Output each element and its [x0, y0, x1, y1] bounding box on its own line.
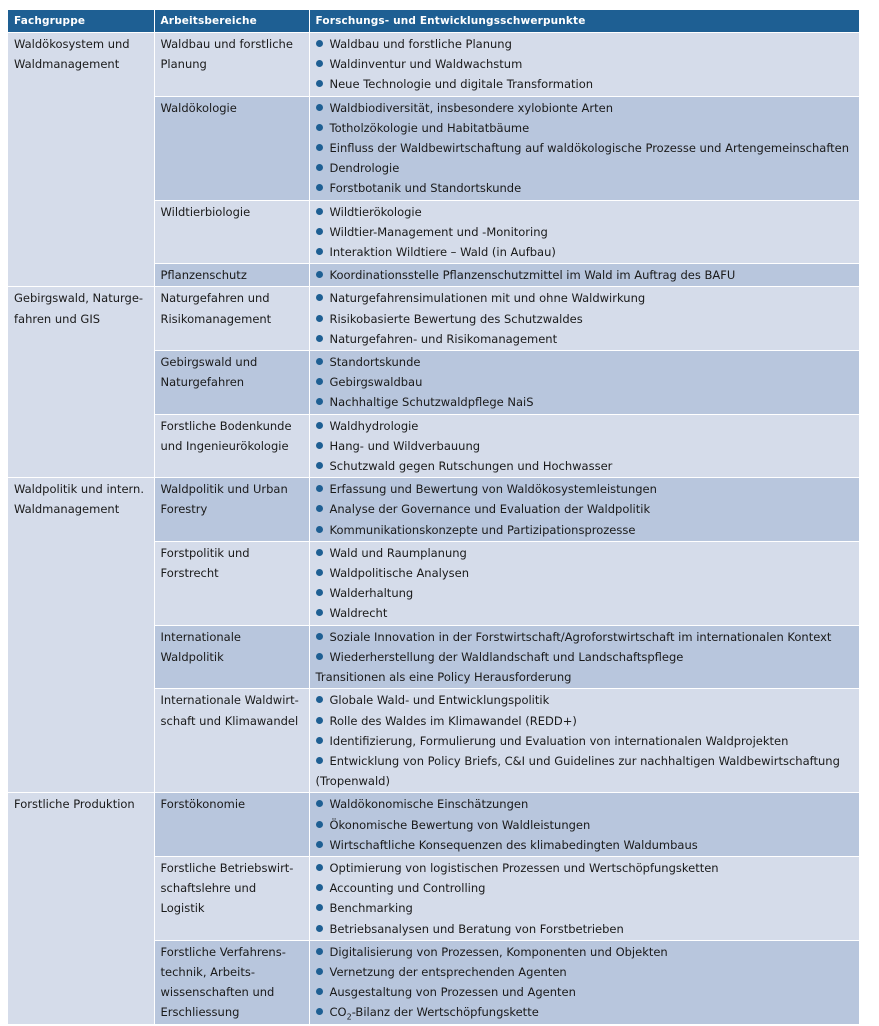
bullet-icon [316, 104, 323, 111]
list-item: Koordinationsstelle Pflanzenschutzmittel im Wald im Auftrag des BAFU [316, 265, 854, 285]
area-internationale-waldwirtschaft: Internationale Waldwirt- schaft und Klimawandel [154, 689, 309, 793]
bullet-icon [316, 526, 323, 533]
list-item: $CO_2$-Bilanz der Wertschöpfungskette [316, 1002, 854, 1022]
table-header-row [8, 10, 859, 33]
area-internationale-waldpolitik: Internationale Waldpolitik [154, 625, 309, 689]
bullet-icon [316, 315, 323, 322]
bullet-icon [316, 569, 323, 576]
list-item: Ausgestaltung von Prozessen und Agenten [316, 982, 854, 1002]
header-arbeitsbereiche: Arbeitsbereiche [154, 10, 309, 33]
list-item: Waldpolitische Analysen [316, 563, 854, 583]
list-item: Wiederherstellung der Waldlandschaft und Landschaftspflege [316, 647, 854, 667]
list-item: Gebirgswaldbau [316, 372, 854, 392]
bullet-icon [316, 485, 323, 492]
bullet-icon [316, 60, 323, 67]
header-fachgruppe: Fachgruppe [8, 10, 154, 33]
list-item: Accounting und Controlling [316, 878, 854, 898]
items-betriebswirtschaft [309, 856, 859, 940]
area-naturgefahren-risiko: Naturgefahren und Risikomanagement [154, 287, 309, 351]
bullet-icon [316, 633, 323, 640]
bullet-icon [316, 948, 323, 955]
list-item: Optimierung von logistischen Prozessen und Wertschöpfungsketten [316, 858, 854, 878]
bullet-icon [316, 757, 323, 764]
bullet-icon [316, 653, 323, 660]
list-item: Wildtier-Management und -Monitoring [316, 222, 854, 242]
bullet-icon [316, 1008, 323, 1015]
bullet-icon [316, 80, 323, 87]
bullet-icon [316, 988, 323, 995]
list-item: Analyse der Governance und Evaluation der Waldpolitik [316, 499, 854, 519]
table-row [8, 478, 859, 542]
bullet-icon [316, 800, 323, 807]
bullet-icon [316, 717, 323, 724]
list-item: Ökonomische Bewertung von Waldleistungen [316, 815, 854, 835]
bullet-icon [316, 248, 323, 255]
group-gebirgswald: Gebirgswald, Naturge- fahren und GIS [8, 287, 154, 478]
items-waldpolitik-urban [309, 478, 859, 542]
items-pflanzenschutz [309, 264, 859, 287]
bullet-icon [316, 549, 323, 556]
bullet-icon [316, 821, 323, 828]
list-item: Dendrologie [316, 158, 854, 178]
bullet-icon [316, 398, 323, 405]
bullet-icon [316, 462, 323, 469]
list-item: Waldrecht [316, 603, 854, 623]
bullet-icon [316, 505, 323, 512]
bullet-icon [316, 968, 323, 975]
list-item: Soziale Innovation in der Forstwirtschaft/Agroforstwirtschaft im internationalen Kontext [316, 627, 854, 647]
items-waldbau [309, 33, 859, 97]
items-bodenkunde [309, 414, 859, 478]
bullet-icon [316, 164, 323, 171]
bullet-icon [316, 40, 323, 47]
items-naturgefahren-risiko [309, 287, 859, 351]
bullet-icon [316, 228, 323, 235]
area-verfahrenstechnik: Forstliche Verfahrens- technik, Arbeits- wissenschaften und Erschliessung [154, 940, 309, 1023]
bullet-icon [316, 696, 323, 703]
table-row [8, 287, 859, 351]
bullet-icon [316, 925, 323, 932]
bullet-icon [316, 271, 323, 278]
list-item: Vernetzung der entsprechenden Agenten [316, 962, 854, 982]
list-item: Digitalisierung von Prozessen, Komponenten und Objekten [316, 942, 854, 962]
list-item: Identifizierung, Formulierung und Evaluation von internationalen Waldprojekten [316, 731, 854, 751]
group-waldoekosystem: Waldökosystem und Waldmanagement [8, 33, 154, 287]
area-bodenkunde: Forstliche Bodenkunde und Ingenieurökologie [154, 414, 309, 478]
list-item: Waldbiodiversität, insbesondere xylobionte Arten [316, 98, 854, 118]
table-row [8, 33, 859, 97]
area-waldoekologie: Waldökologie [154, 96, 309, 200]
list-item: Naturgefahrensimulationen mit und ohne Waldwirkung [316, 288, 854, 308]
area-forstoekonomie: Forstökonomie [154, 793, 309, 857]
list-item: Kommunikationskonzepte und Partizipationsprozesse [316, 520, 854, 540]
list-item: Rolle des Waldes im Klimawandel (REDD+) [316, 711, 854, 731]
bullet-icon [316, 884, 323, 891]
area-forstpolitik: Forstpolitik und Forstrecht [154, 541, 309, 625]
list-item: Waldökonomische Einschätzungen [316, 794, 854, 814]
header-schwerpunkte: Forschungs- und Entwicklungsschwerpunkte [309, 10, 859, 33]
bullet-icon [316, 422, 323, 429]
bullet-icon [316, 358, 323, 365]
items-wildtierbiologie [309, 200, 859, 264]
items-forstpolitik [309, 541, 859, 625]
bullet-icon [316, 442, 323, 449]
items-internationale-waldwirtschaft [309, 689, 859, 793]
list-item: Hang- und Wildverbauung [316, 436, 854, 456]
list-item: Erfassung und Bewertung von Waldökosystemleistungen [316, 479, 854, 499]
research-table [8, 10, 859, 1024]
list-item: Waldinventur und Waldwachstum [316, 54, 854, 74]
bullet-icon [316, 378, 323, 385]
list-item: Entwicklung von Policy Briefs, C&I und Guidelines zur nachhaltigen Waldbewirtschaftung (Tropenwald) [315, 753, 840, 789]
bullet-icon [316, 124, 323, 131]
bullet-icon [316, 184, 323, 191]
bullet-icon [316, 335, 323, 342]
list-item: Waldhydrologie [316, 416, 854, 436]
list-item: Benchmarking [316, 898, 854, 918]
area-pflanzenschutz: Pflanzenschutz [154, 264, 309, 287]
items-gebirgswald-naturgefahren [309, 351, 859, 415]
table-row [8, 793, 859, 857]
items-forstoekonomie [309, 793, 859, 857]
list-item: Schutzwald gegen Rutschungen und Hochwasser [316, 456, 854, 476]
area-gebirgswald-naturgefahren: Gebirgswald und Naturgefahren [154, 351, 309, 415]
list-item: Wirtschaftliche Konsequenzen des klimabedingten Waldumbaus [316, 835, 854, 855]
list-item: Totholzökologie und Habitatbäume [316, 118, 854, 138]
bullet-icon [316, 144, 323, 151]
list-item: Forstbotanik und Standortskunde [316, 178, 854, 198]
items-verfahrenstechnik [309, 940, 859, 1023]
list-item: Risikobasierte Bewertung des Schutzwaldes [316, 309, 854, 329]
group-waldpolitik: Waldpolitik und intern. Waldmanagement [8, 478, 154, 793]
list-item: Naturgefahren- und Risikomanagement [316, 329, 854, 349]
plain-text-line: Transitionen als eine Policy Herausforderung [315, 670, 572, 685]
research-table-container [8, 10, 859, 1024]
area-waldpolitik-urban: Waldpolitik und Urban Forestry [154, 478, 309, 542]
list-item: Nachhaltige Schutzwaldpflege NaiS [316, 392, 854, 412]
bullet-icon [316, 294, 323, 301]
group-forstliche-produktion: Forstliche Produktion [8, 793, 154, 1024]
bullet-icon [316, 609, 323, 616]
bullet-icon [316, 841, 323, 848]
list-item: Wald und Raumplanung [316, 543, 854, 563]
list-item: Waldbau und forstliche Planung [316, 34, 854, 54]
area-waldbau: Waldbau und forstliche Planung [154, 33, 309, 97]
area-betriebswirtschaft: Forstliche Betriebswirt- schaftslehre und Logistik [154, 856, 309, 940]
list-item: Wildtierökologie [316, 202, 854, 222]
bullet-icon [316, 208, 323, 215]
list-item: Einfluss der Waldbewirtschaftung auf waldökologische Prozesse und Artengemeinschaften [316, 138, 854, 158]
bullet-icon [316, 864, 323, 871]
items-waldoekologie [309, 96, 859, 200]
list-item: Betriebsanalysen und Beratung von Forstbetrieben [316, 919, 854, 939]
bullet-icon [316, 904, 323, 911]
area-wildtierbiologie: Wildtierbiologie [154, 200, 309, 264]
list-item: Walderhaltung [316, 583, 854, 603]
list-item: Neue Technologie und digitale Transformation [316, 74, 854, 94]
bullet-icon [316, 737, 323, 744]
items-internationale-waldpolitik [309, 625, 859, 689]
bullet-icon [316, 589, 323, 596]
list-item: Interaktion Wildtiere – Wald (in Aufbau) [316, 242, 854, 262]
list-item: Globale Wald- und Entwicklungspolitik [316, 690, 854, 710]
list-item: Standortskunde [316, 352, 854, 372]
